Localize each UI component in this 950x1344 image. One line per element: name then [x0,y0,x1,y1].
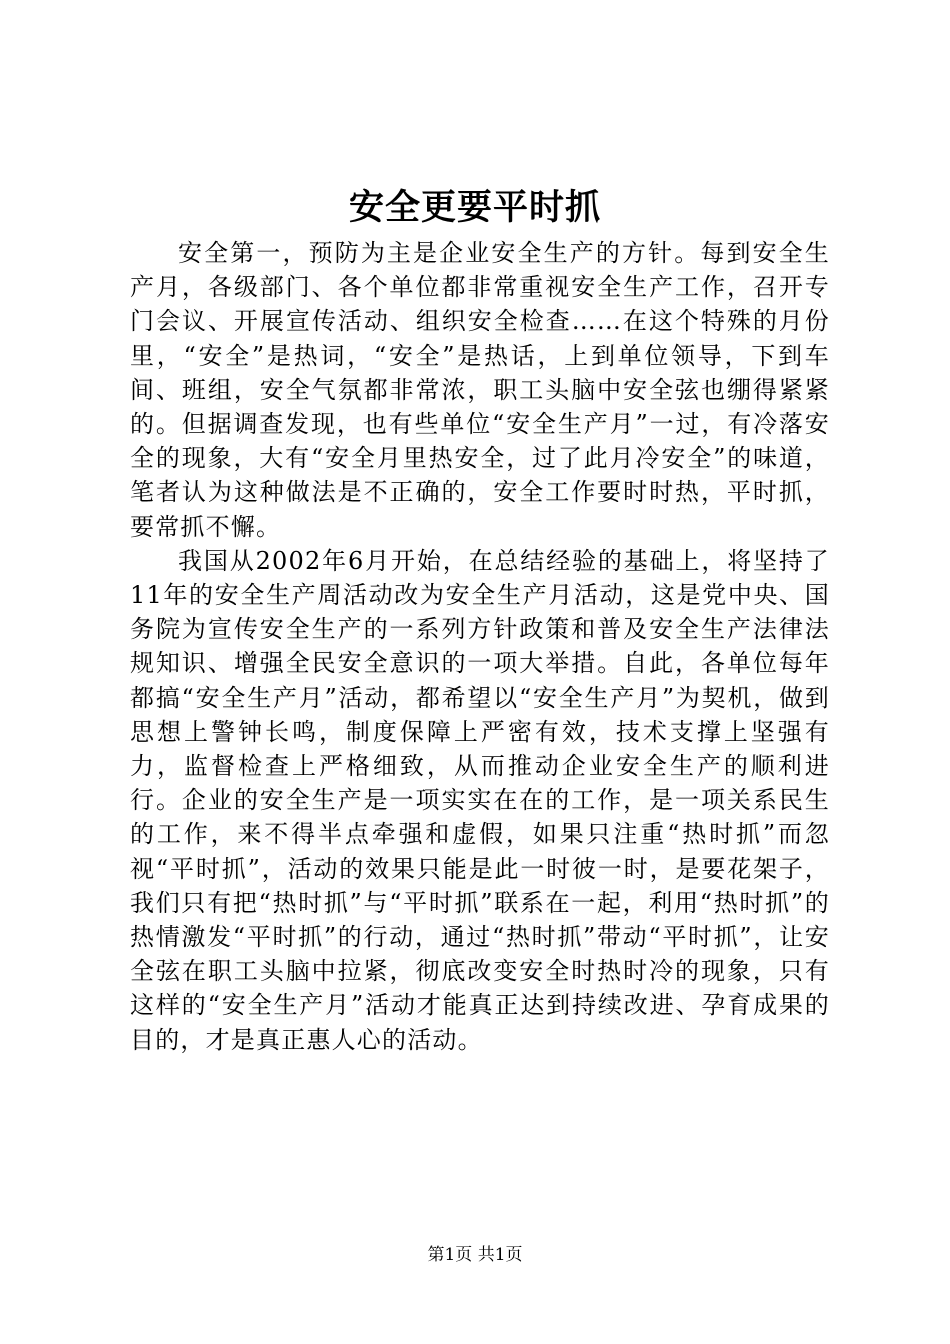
paragraph-1: 安全第一，预防为主是企业安全生产的方针。每到安全生产月，各级部门、各个单位都非常重视安全生产工作，召开专门会议、开展宣传活动、组织安全检查……在这个特殊的月份里，“安全”是热词，“安全”是热话，上到单位领导，下到车间、班组，安全气氛都非常浓，职工头脑中安全弦也绷得紧紧的。但据调查发现，也有些单位“安全生产月”一过，有冷落安全的现象，大有“安全月里热安全，过了此月冷安全”的味道，笔者认为这种做法是不正确的，安全工作要时时热，平时抓，要常抓不懈。 [130,239,830,541]
document-body [130,236,830,1057]
page-footer: 第1页 共1页 [427,1245,523,1265]
paragraph-2: 我国从2002年6月开始，在总结经验的基础上，将坚持了11年的安全生产周活动改为安全生产月活动，这是党中央、国务院为宣传安全生产的一系列方针政策和普及安全生产法律法规知识、增强全民安全意识的一项大举措。自此，各单位每年都搞“安全生产月”活动，都希望以“安全生产月”为契机，做到思想上警钟长鸣，制度保障上严密有效，技术支撑上坚强有力，监督检查上严格细致，从而推动企业安全生产的顺利进行。企业的安全生产是一项实实在在的工作，是一项关系民生的工作，来不得半点牵强和虚假，如果只注重“热时抓”而忽视“平时抓”，活动的效果只能是此一时彼一时，是要花架子，我们只有把“热时抓”与“平时抓”联系在一起，利用“热时抓”的热情激发“平时抓”的行动，通过“热时抓”带动“平时抓”，让安全弦在职工头脑中拉紧，彻底改变安全时热时冷的现象，只有这样的“安全生产月”活动才能真正达到持续改进、孕育成果的目的，才是真正惠人心的活动。 [130,546,830,1054]
document-title: 安全更要平时抓 [348,187,601,228]
